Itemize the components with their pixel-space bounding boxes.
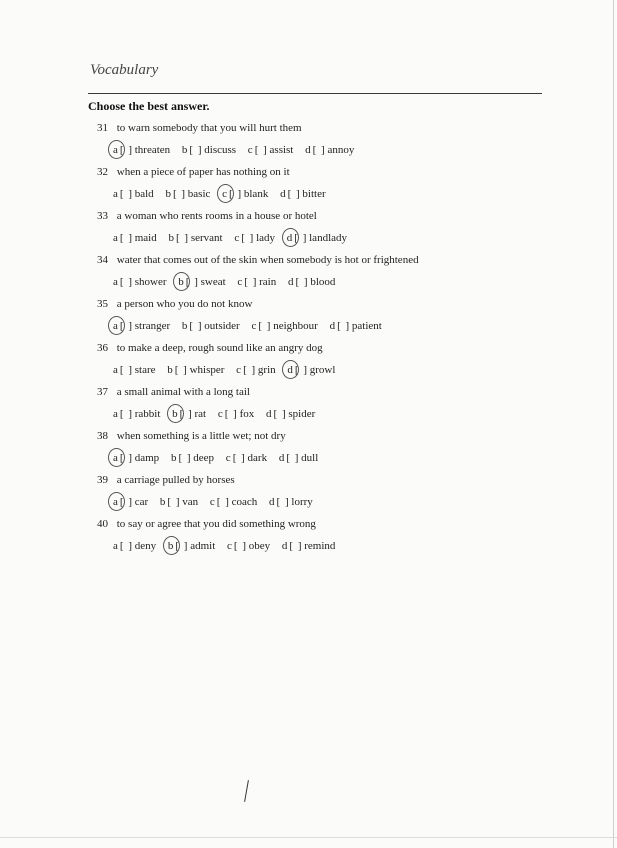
answer-option[interactable]: d [ ] lorry — [269, 496, 313, 508]
question-list — [0, 120, 617, 560]
question-line — [97, 386, 250, 398]
answer-options — [113, 232, 356, 244]
question-text: a small animal with a long tail — [116, 386, 250, 398]
scan-edge-bottom — [0, 837, 617, 838]
question-line — [97, 474, 235, 486]
answer-option[interactable]: d [ ] landlady — [287, 232, 347, 244]
answer-options — [113, 408, 324, 420]
question-item — [0, 252, 617, 296]
question-number: 31 — [97, 122, 108, 134]
answer-options — [113, 364, 344, 376]
answer-option[interactable]: a [ ] rabbit — [113, 408, 161, 420]
question-text: a carriage pulled by horses — [116, 474, 235, 486]
answer-option[interactable]: b [ ] discuss — [181, 144, 237, 156]
question-text: to say or agree that you did something wrong — [116, 518, 316, 530]
instruction-heading: Choose the best answer. — [88, 99, 210, 113]
answer-option[interactable]: c [ ] coach — [209, 496, 258, 508]
question-text: to warn somebody that you will hurt them — [116, 122, 302, 134]
answer-option[interactable]: c [ ] grin — [236, 364, 276, 376]
question-line — [97, 254, 419, 266]
question-line — [97, 210, 317, 222]
answer-option[interactable]: b [ ] basic — [165, 188, 211, 200]
answer-option[interactable]: d [ ] bitter — [280, 188, 326, 200]
answer-option[interactable]: b [ ] rat — [172, 408, 206, 420]
question-item — [0, 472, 617, 516]
answer-option[interactable]: c [ ] dark — [225, 452, 268, 464]
answer-option[interactable]: d [ ] spider — [266, 408, 316, 420]
question-item — [0, 296, 617, 340]
question-text: to make a deep, rough sound like an angry dog — [116, 342, 323, 354]
question-text: a person who you do not know — [116, 298, 253, 310]
question-line — [97, 298, 252, 310]
answer-option[interactable]: a [ ] deny — [113, 540, 157, 552]
answer-option[interactable]: d [ ] annoy — [305, 144, 355, 156]
question-text: when a piece of paper has nothing on it — [116, 166, 290, 178]
question-text: a woman who rents rooms in a house or hotel — [116, 210, 317, 222]
answer-option[interactable]: b [ ] servant — [168, 232, 223, 244]
answer-options — [113, 452, 327, 464]
question-number: 40 — [97, 518, 108, 530]
question-number: 38 — [97, 430, 108, 442]
answer-option[interactable]: d [ ] growl — [287, 364, 335, 376]
answer-option[interactable]: a [ ] threaten — [113, 144, 170, 156]
answer-options — [113, 496, 322, 508]
question-line — [97, 430, 286, 442]
answer-option[interactable]: c [ ] blank — [222, 188, 268, 200]
answer-options — [113, 276, 344, 288]
question-line — [97, 518, 316, 530]
pen-stroke-mark — [244, 780, 249, 802]
question-number: 37 — [97, 386, 108, 398]
question-number: 34 — [97, 254, 108, 266]
answer-option[interactable]: c [ ] lady — [234, 232, 276, 244]
answer-option[interactable]: a [ ] damp — [113, 452, 159, 464]
question-line — [97, 166, 290, 178]
answer-option[interactable]: a [ ] stare — [113, 364, 156, 376]
answer-option[interactable]: c [ ] obey — [227, 540, 271, 552]
answer-options — [113, 188, 335, 200]
question-item — [0, 384, 617, 428]
answer-option[interactable]: c [ ] fox — [217, 408, 255, 420]
question-number: 33 — [97, 210, 108, 222]
question-text: water that comes out of the skin when somebody is hot or frightened — [116, 254, 419, 266]
answer-options — [113, 320, 391, 332]
answer-option[interactable]: d [ ] remind — [281, 540, 336, 552]
answer-option[interactable]: a [ ] car — [113, 496, 148, 508]
question-item — [0, 428, 617, 472]
question-text: when something is a little wet; not dry — [116, 430, 286, 442]
answer-option[interactable]: a [ ] shower — [113, 276, 167, 288]
question-line — [97, 342, 323, 354]
question-number: 32 — [97, 166, 108, 178]
header-divider — [88, 93, 542, 94]
answer-options — [113, 144, 363, 156]
answer-option[interactable]: b [ ] deep — [170, 452, 215, 464]
question-number: 35 — [97, 298, 108, 310]
answer-option[interactable]: d [ ] blood — [288, 276, 336, 288]
answer-option[interactable]: a [ ] bald — [113, 188, 154, 200]
answer-option[interactable]: b [ ] outsider — [181, 320, 240, 332]
answer-option[interactable]: b [ ] van — [159, 496, 199, 508]
scan-edge-right — [613, 0, 614, 848]
answer-option[interactable]: b [ ] admit — [168, 540, 215, 552]
answer-option[interactable]: a [ ] maid — [113, 232, 157, 244]
question-item — [0, 164, 617, 208]
answer-option[interactable]: b [ ] sweat — [178, 276, 225, 288]
answer-option[interactable]: d [ ] dull — [278, 452, 319, 464]
question-line — [97, 122, 302, 134]
answer-options — [113, 540, 344, 552]
answer-option[interactable]: c [ ] rain — [237, 276, 277, 288]
question-item — [0, 208, 617, 252]
answer-option[interactable]: c [ ] assist — [247, 144, 294, 156]
question-item — [0, 340, 617, 384]
question-number: 39 — [97, 474, 108, 486]
question-item — [0, 516, 617, 560]
question-item — [0, 120, 617, 164]
answer-option[interactable]: a [ ] stranger — [113, 320, 170, 332]
question-number: 36 — [97, 342, 108, 354]
answer-option[interactable]: d [ ] patient — [329, 320, 382, 332]
answer-option[interactable]: b [ ] whisper — [167, 364, 225, 376]
section-title: Vocabulary — [90, 62, 159, 78]
answer-option[interactable]: c [ ] neighbour — [251, 320, 318, 332]
